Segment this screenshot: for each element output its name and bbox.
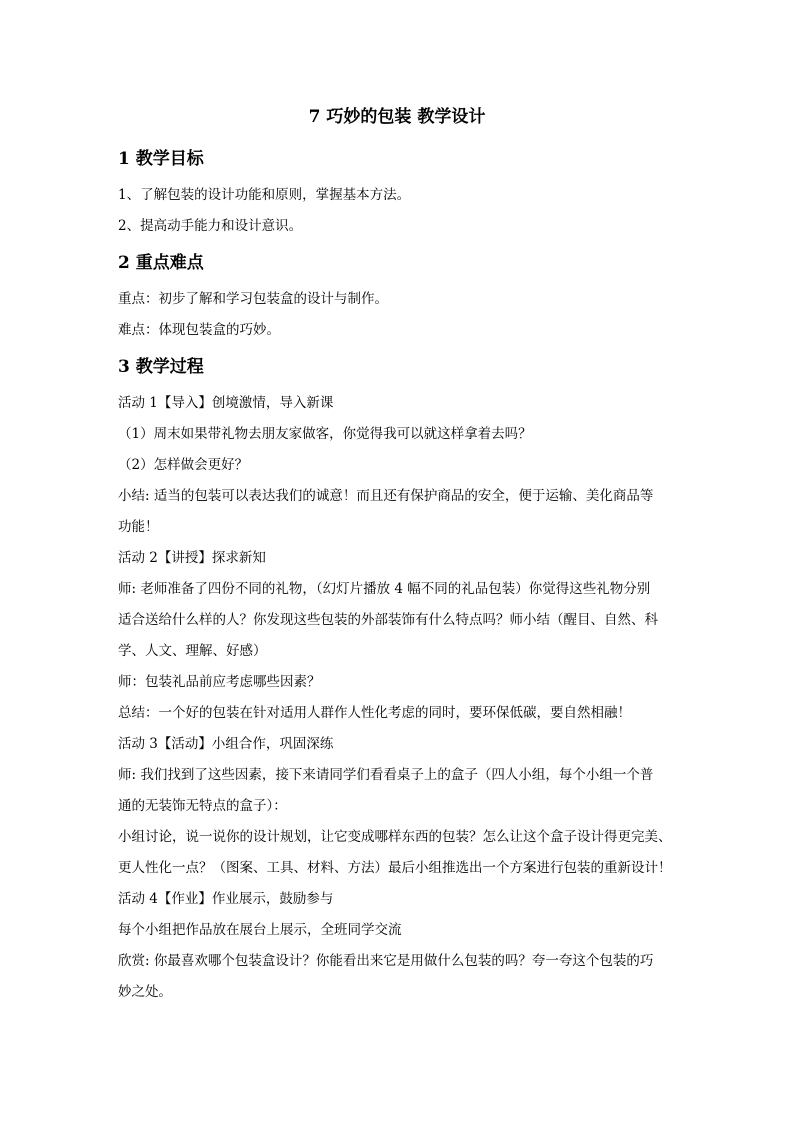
activity-heading-3: 活动 3【活动】小组合作，巩固深练 — [118, 736, 334, 752]
document-title: 7 巧妙的包装 教学设计 — [308, 107, 486, 127]
paragraph-line: 难点：体现包装盒的巧妙。 — [118, 322, 280, 338]
paragraph-line: 师: 我们找到了这些因素，接下来请同学们看看桌子上的盒子（四人小组，每个小组一个普 — [118, 767, 654, 783]
paragraph-line: 2、提高动手能力和设计意识。 — [118, 218, 303, 234]
paragraph-line: 1、了解包装的设计功能和原则，掌握基本方法。 — [118, 187, 411, 203]
paragraph-line: 每个小组把作品放在展台上展示，全班同学交流 — [118, 922, 402, 938]
paragraph-line: 通的无装饰无特点的盒子）： — [118, 798, 287, 814]
paragraph-line: 师: 老师准备了四份不同的礼物，（幻灯片播放 4 幅不同的礼品包装）你觉得这些礼物分别 — [118, 581, 651, 597]
paragraph-line: 总结：一个好的包装在针对适用人群作人性化考虑的同时，要环保低碳，要自然相融！ — [118, 705, 631, 721]
section-heading-key-points: 2 重点难点 — [118, 253, 204, 273]
paragraph-line: （1）周末如果带礼物去朋友家做客，你觉得我可以就这样拿着去吗？ — [118, 426, 532, 442]
paragraph-line: 小结: 适当的包装可以表达我们的诚意！而且还有保护商品的安全，便于运输、美化商品等 — [118, 488, 654, 504]
section-heading-process: 3 教学过程 — [118, 357, 204, 377]
paragraph-line: 欣赏: 你最喜欢哪个包装盒设计？你能看出来它是用做什么包装的吗？夸一夸这个包装的巧 — [118, 953, 654, 969]
paragraph-line: 小组讨论，说一说你的设计规划，让它变成哪样东西的包装？怎么让这个盒子设计得更完美、 — [118, 829, 672, 845]
activity-heading-1: 活动 1【导入】创境激情，导入新课 — [118, 395, 334, 411]
section-heading-objectives: 1 教学目标 — [118, 149, 204, 169]
paragraph-line: 师：包装礼品前应考虑哪些因素？ — [118, 674, 321, 690]
paragraph-line: 更人性化一点？（图案、工具、材料、方法）最后小组推选出一个方案进行包装的重新设计！ — [118, 860, 672, 876]
paragraph-line: 重点：初步了解和学习包装盒的设计与制作。 — [118, 291, 388, 307]
paragraph-line: 功能！ — [118, 519, 159, 535]
paragraph-line: 适合送给什么样的人？你发现这些包装的外部装饰有什么特点吗？师小结（醒目、自然、科 — [118, 612, 658, 628]
activity-heading-4: 活动 4【作业】作业展示，鼓励参与 — [118, 891, 334, 907]
paragraph-line: 学、人文、理解、好感） — [118, 643, 267, 659]
paragraph-line: 妙之处。 — [118, 984, 172, 1000]
paragraph-line: （2）怎样做会更好？ — [118, 457, 249, 473]
activity-heading-2: 活动 2【讲授】探求新知 — [118, 550, 266, 566]
